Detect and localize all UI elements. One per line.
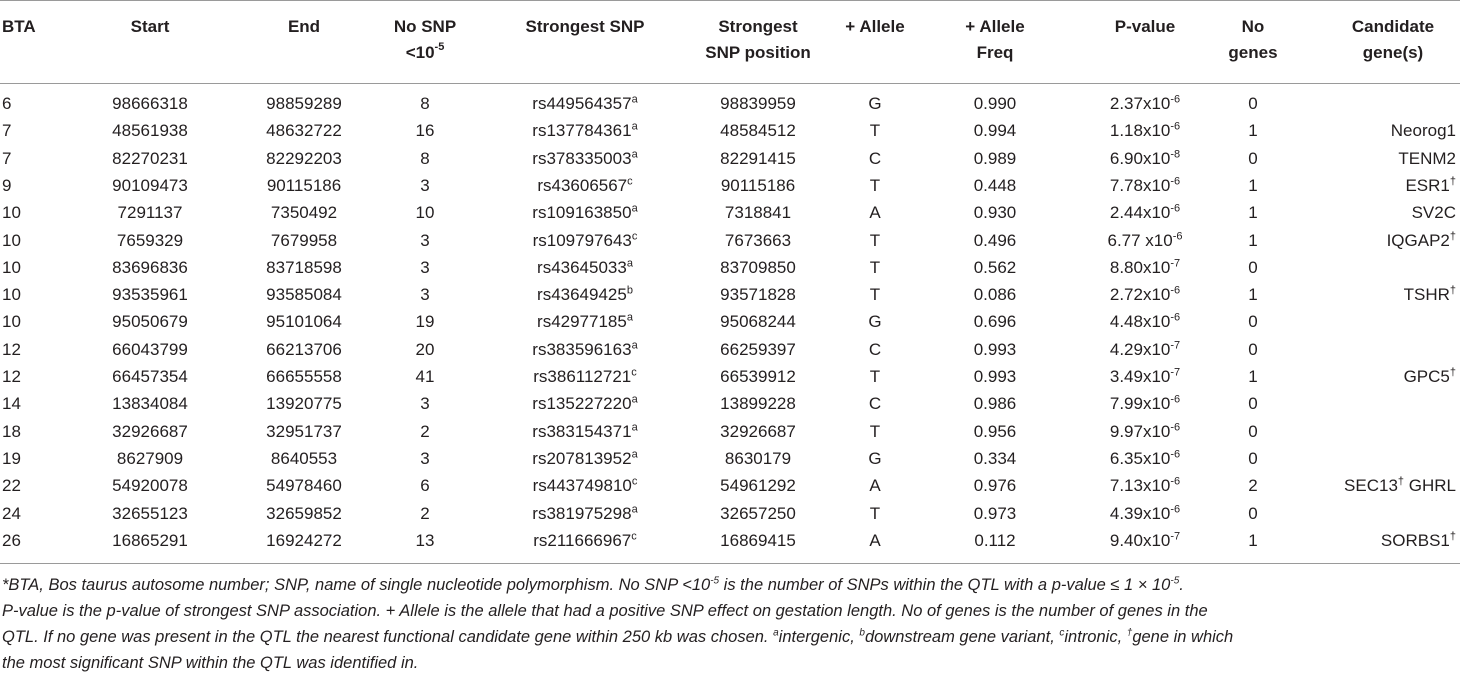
cell-allele: A — [869, 203, 881, 223]
cell-allele: G — [868, 94, 882, 113]
cell-no-snp: 3 — [420, 285, 430, 305]
cell-bta: 26 — [2, 530, 21, 550]
cell-bta: 12 — [2, 339, 21, 359]
cell-allele-freq: 0.562 — [973, 257, 1017, 277]
cell-no-snp: 8 — [420, 94, 430, 113]
header-candidate-line1: Candidate — [1351, 17, 1435, 36]
snp-footnote-marker: a — [631, 120, 638, 133]
cell-no-snp: 19 — [415, 312, 435, 332]
table-row — [0, 363, 1460, 390]
cell-p-value: $6.90x10^{-8}$ — [1109, 147, 1181, 168]
table-row — [0, 227, 1460, 254]
header-no-snp — [380, 14, 470, 66]
header-strongest-snp: Strongest SNP — [525, 17, 645, 36]
cell-strongest-snp: rs137784361$^a$ — [532, 120, 638, 141]
cell-p-value: $2.37x10^{-6}$ — [1109, 93, 1181, 113]
cell-allele-freq: 0.334 — [973, 448, 1017, 468]
cell-end: 98859289 — [266, 94, 342, 113]
cell-bta: 7 — [2, 121, 12, 141]
cell-candidate-genes: IQGAP2† — [1386, 229, 1456, 250]
cell-candidate-genes: SORBS1† — [1380, 530, 1456, 550]
cell-strongest-snp: rs211666967$^c$ — [533, 530, 637, 550]
cell-end: 13920775 — [266, 394, 342, 414]
snp-footnote-marker: c — [631, 366, 637, 379]
cell-allele: C — [868, 394, 882, 414]
cell-start: 82270231 — [112, 148, 188, 168]
cell-bta: 10 — [2, 203, 21, 223]
p-value-exponent: -6 — [1170, 502, 1181, 515]
cell-end: 83718598 — [266, 257, 342, 277]
cell-allele: T — [869, 230, 881, 250]
cell-bta: 19 — [2, 448, 21, 468]
cell-no-snp: 10 — [415, 203, 435, 223]
cell-start: 8627909 — [116, 448, 184, 468]
cell-start: 95050679 — [112, 312, 188, 332]
snp-footnote-marker: a — [631, 339, 638, 352]
p-value-exponent: -6 — [1170, 393, 1181, 406]
header-no-genes-line2: genes — [1228, 43, 1278, 62]
cell-start: 48561938 — [112, 121, 188, 141]
cell-no-snp: 16 — [415, 121, 435, 141]
cell-snp-position: 48584512 — [720, 121, 796, 141]
p-value-exponent: -6 — [1172, 229, 1183, 242]
candidate-dagger: † — [1449, 366, 1456, 379]
cell-p-value: $3.49x10^{-7}$ — [1109, 366, 1181, 386]
footnote-line-1: *BTA, Bos taurus autosome number; SNP, name of single nucleotide polymorphism. No SNP $<10^{-5}$ is the number of SNPs within the QTL with a p-value ≤ $1 \times 10^{-5}$. — [2, 575, 1184, 594]
cell-start: 66457354 — [112, 367, 188, 386]
cell-allele: G — [868, 448, 882, 468]
header-allele-freq-line2: Freq — [976, 43, 1014, 62]
table-header-rule — [0, 83, 1460, 84]
cell-p-value: $9.97x10^{-6}$ — [1109, 420, 1181, 441]
cell-allele: C — [868, 339, 882, 359]
cell-end: 90115186 — [266, 175, 342, 195]
cell-end: 7679958 — [270, 230, 338, 250]
cell-p-value: $4.29x10^{-7}$ — [1109, 339, 1181, 359]
cell-candidate-genes: GPC5† — [1403, 366, 1456, 386]
cell-no-snp: 13 — [415, 530, 435, 550]
header-snp-position-line1: Strongest — [718, 17, 798, 36]
cell-allele: T — [869, 503, 881, 523]
p-value-exponent: -6 — [1170, 175, 1181, 188]
cell-no-genes: 0 — [1248, 448, 1258, 468]
cell-strongest-snp: rs383596163$^a$ — [532, 339, 638, 359]
cell-bta: 18 — [2, 421, 21, 441]
cell-end: 7350492 — [270, 203, 338, 223]
cell-no-snp: 3 — [420, 394, 430, 414]
cell-start: 93535961 — [112, 285, 188, 305]
cell-strongest-snp: rs207813952$^a$ — [532, 448, 638, 468]
header-allele: + Allele — [845, 17, 905, 36]
cell-snp-position: 32657250 — [720, 503, 796, 523]
header-p-value: P-value — [1114, 17, 1176, 36]
cell-no-genes: 2 — [1248, 476, 1258, 496]
cell-no-genes: 0 — [1248, 257, 1258, 277]
header-no-snp-line1: No SNP — [393, 17, 457, 36]
cell-end: 8640553 — [270, 448, 338, 468]
cell-p-value: $4.39x10^{-6}$ — [1109, 502, 1181, 523]
table-row — [0, 472, 1460, 499]
header-allele-freq — [945, 14, 1045, 66]
cell-end: 95101064 — [266, 312, 342, 332]
cell-allele-freq: 0.989 — [973, 148, 1017, 168]
snp-footnote-marker: c — [631, 229, 638, 242]
cell-snp-position: 93571828 — [720, 285, 796, 305]
cell-allele: T — [869, 175, 881, 195]
cell-p-value: $7.78x10^{-6}$ — [1109, 175, 1181, 195]
snp-footnote-marker: a — [631, 202, 638, 215]
snp-footnote-marker: c — [631, 475, 638, 488]
cell-no-genes: 0 — [1248, 339, 1258, 359]
table-row — [0, 390, 1460, 417]
header-allele-freq-line1: + Allele — [965, 17, 1025, 36]
cell-no-genes: 1 — [1248, 175, 1258, 195]
cell-start: 16865291 — [112, 530, 188, 550]
p-value-exponent: -7 — [1170, 530, 1181, 543]
header-bta: BTA — [2, 17, 36, 36]
cell-bta: 7 — [2, 148, 12, 168]
footnote-line-2: P-value is the p-value of strongest SNP association. + Allele is the allele that had a positive SNP effect on gestation length. No of genes is the number of genes in the — [2, 602, 1208, 620]
cell-bta: 10 — [2, 285, 21, 305]
snp-footnote-marker: a — [631, 93, 638, 106]
cell-no-snp: 3 — [420, 257, 430, 277]
cell-strongest-snp: rs449564357$^a$ — [532, 93, 638, 113]
candidate-dagger: † — [1449, 530, 1456, 543]
snp-footnote-marker: a — [626, 311, 633, 324]
cell-snp-position: 16869415 — [720, 530, 796, 550]
p-value-exponent: -6 — [1170, 448, 1181, 461]
cell-p-value: $1.18x10^{-6}$ — [1109, 120, 1181, 141]
cell-allele-freq: 0.993 — [973, 367, 1017, 386]
header-end: End — [287, 17, 321, 36]
cell-no-genes: 0 — [1248, 312, 1258, 332]
cell-bta: 10 — [2, 257, 21, 277]
p-value-exponent: -6 — [1170, 420, 1181, 433]
cell-snp-position: 98839959 — [720, 94, 796, 113]
cell-candidate-genes: ESR1† — [1405, 175, 1456, 195]
header-no-genes — [1218, 14, 1288, 66]
cell-no-snp: 2 — [420, 421, 430, 441]
cell-p-value: $6.35x10^{-6}$ — [1109, 448, 1181, 468]
cell-bta: 9 — [2, 175, 12, 195]
snp-footnote-marker: a — [631, 147, 638, 160]
table-row — [0, 172, 1460, 199]
cell-no-snp: 3 — [420, 230, 430, 250]
snp-footnote-marker: c — [627, 175, 633, 188]
cell-allele: T — [869, 121, 881, 141]
snp-footnote-marker: b — [626, 284, 633, 297]
cell-strongest-snp: rs383154371$^a$ — [532, 420, 638, 441]
cell-p-value: $2.44x10^{-6}$ — [1109, 202, 1181, 223]
cell-no-genes: 1 — [1248, 121, 1258, 141]
table-bottom-rule — [0, 563, 1460, 564]
cell-end: 48632722 — [266, 121, 342, 141]
cell-allele-freq: 0.976 — [973, 476, 1017, 496]
cell-no-snp: 20 — [415, 339, 435, 359]
cell-no-genes: 0 — [1248, 94, 1258, 113]
cell-strongest-snp: rs43649425$^b$ — [537, 284, 633, 305]
header-snp-position-line2: SNP position — [705, 43, 811, 62]
header-start: Start — [130, 17, 170, 36]
cell-strongest-snp: rs443749810$^c$ — [532, 475, 638, 496]
cell-start: 83696836 — [112, 257, 188, 277]
cell-start: 66043799 — [112, 339, 188, 359]
cell-allele-freq: 0.496 — [973, 230, 1017, 250]
cell-allele: G — [868, 312, 882, 332]
cell-strongest-snp: rs381975298$^a$ — [532, 502, 638, 523]
cell-no-snp: 41 — [415, 367, 435, 386]
candidate-dagger: † — [1449, 175, 1456, 188]
table-header — [0, 0, 1460, 83]
header-candidate-line2: gene(s) — [1362, 43, 1424, 62]
cell-bta: 6 — [2, 94, 12, 113]
cell-strongest-snp: rs386112721$^c$ — [533, 366, 637, 386]
candidate-dagger: † — [1449, 284, 1456, 297]
cell-strongest-snp: rs42977185$^a$ — [537, 311, 633, 332]
cell-bta: 22 — [2, 476, 21, 496]
cell-p-value: $4.48x10^{-6}$ — [1109, 311, 1181, 332]
cell-allele: T — [869, 421, 881, 441]
cell-strongest-snp: rs43645033$^a$ — [537, 257, 633, 277]
cell-allele-freq: 0.448 — [973, 175, 1017, 195]
cell-allele: T — [869, 257, 881, 277]
cell-snp-position: 66539912 — [720, 367, 796, 386]
cell-allele-freq: 0.986 — [973, 394, 1017, 414]
cell-p-value: $8.80x10^{-7}$ — [1109, 257, 1181, 277]
cell-p-value: $9.40x10^{-7}$ — [1109, 530, 1181, 550]
table-row — [0, 117, 1460, 144]
snp-footnote-marker: a — [631, 502, 638, 515]
header-snp-position — [683, 14, 833, 66]
cell-p-value: $7.13x10^{-6}$ — [1109, 475, 1181, 496]
table-row — [0, 281, 1460, 308]
cell-start: 90109473 — [112, 175, 188, 195]
cell-no-genes: 0 — [1248, 421, 1258, 441]
cell-bta: 10 — [2, 230, 21, 250]
cell-no-snp: 3 — [420, 175, 430, 195]
snp-footnote-marker: c — [631, 530, 637, 543]
cell-no-genes: 1 — [1248, 230, 1258, 250]
table-footnote — [2, 572, 1458, 676]
table-row — [0, 336, 1460, 363]
table-row — [0, 199, 1460, 226]
cell-snp-position: 8630179 — [724, 448, 792, 468]
cell-candidate-genes: Neorog1 — [1390, 121, 1456, 141]
p-value-exponent: -6 — [1170, 284, 1181, 297]
cell-bta: 12 — [2, 367, 21, 386]
cell-allele: A — [869, 476, 881, 496]
cell-no-snp: 6 — [420, 476, 430, 496]
p-value-exponent: -6 — [1170, 311, 1181, 324]
cell-no-genes: 0 — [1248, 503, 1258, 523]
cell-snp-position: 32926687 — [720, 421, 796, 441]
cell-p-value: 6.77 $x10^{-6}$ — [1107, 229, 1183, 250]
cell-no-genes: 1 — [1248, 530, 1258, 550]
cell-snp-position: 13899228 — [720, 394, 796, 414]
cell-start: 32655123 — [112, 503, 188, 523]
footnote-line-4: the most significant SNP within the QTL was identified in. — [2, 654, 419, 672]
cell-no-snp: 8 — [420, 148, 430, 168]
cell-no-snp: 2 — [420, 503, 430, 523]
cell-strongest-snp: rs109163850$^a$ — [532, 202, 638, 223]
table-row — [0, 145, 1460, 172]
snp-footnote-marker: a — [631, 393, 638, 406]
cell-end: 16924272 — [266, 530, 342, 550]
p-value-exponent: -7 — [1170, 257, 1181, 270]
snp-footnote-marker: a — [631, 448, 638, 461]
cell-start: 13834084 — [112, 394, 188, 414]
cell-strongest-snp: rs378335003$^a$ — [532, 147, 638, 168]
cell-bta: 24 — [2, 503, 21, 523]
cell-start: 7291137 — [117, 203, 183, 223]
p-value-exponent: -6 — [1170, 475, 1181, 488]
cell-p-value: $2.72x10^{-6}$ — [1109, 284, 1181, 305]
table-row — [0, 418, 1460, 445]
candidate-dagger: † — [1397, 475, 1405, 488]
table-row — [0, 90, 1460, 117]
cell-snp-position: 90115186 — [720, 175, 796, 195]
cell-start: 98666318 — [112, 94, 188, 113]
table-row — [0, 500, 1460, 527]
cell-allele: A — [869, 530, 881, 550]
cell-end: 93585084 — [266, 285, 342, 305]
cell-end: 54978460 — [266, 476, 342, 496]
cell-candidate-genes: SEC13† GHRL — [1344, 475, 1456, 496]
footnote-line-3: QTL. If no gene was present in the QTL the nearest functional candidate gene within 250 kb was chosen. $^a$intergenic, $^b$downstream gene variant, $^c$intronic, †gene in which — [2, 627, 1234, 646]
cell-no-genes: 0 — [1248, 148, 1258, 168]
cell-candidate-genes: TENM2 — [1398, 148, 1456, 168]
cell-snp-position: 54961292 — [720, 476, 796, 496]
cell-allele: C — [868, 148, 882, 168]
candidate-dagger: † — [1449, 229, 1456, 242]
cell-allele-freq: 0.990 — [973, 94, 1017, 113]
cell-end: 32951737 — [266, 421, 342, 441]
table-row — [0, 254, 1460, 281]
cell-candidate-genes: TSHR† — [1403, 284, 1456, 305]
cell-allele-freq: 0.112 — [974, 530, 1016, 550]
cell-no-genes: 0 — [1248, 394, 1258, 414]
header-no-genes-line1: No — [1241, 17, 1265, 36]
cell-allele: T — [869, 367, 881, 386]
cell-allele-freq: 0.956 — [973, 421, 1017, 441]
cell-snp-position: 83709850 — [720, 257, 796, 277]
cell-snp-position: 82291415 — [720, 148, 796, 168]
p-value-exponent: -8 — [1170, 147, 1181, 160]
cell-candidate-genes: SV2C — [1411, 203, 1456, 223]
cell-snp-position: 95068244 — [720, 312, 796, 332]
cell-end: 66655558 — [266, 367, 342, 386]
snp-footnote-marker: a — [626, 257, 633, 270]
cell-allele-freq: 0.696 — [973, 312, 1017, 332]
cell-no-genes: 1 — [1248, 203, 1258, 223]
cell-snp-position: 7673663 — [724, 230, 792, 250]
header-no-snp-exponent: -5 — [434, 41, 445, 54]
p-value-exponent: -6 — [1170, 120, 1181, 133]
cell-p-value: $7.99x10^{-6}$ — [1109, 393, 1181, 414]
cell-allele-freq: 0.930 — [973, 203, 1017, 223]
cell-end: 66213706 — [266, 339, 342, 359]
cell-strongest-snp: rs43606567$^c$ — [537, 175, 633, 195]
cell-allele-freq: 0.993 — [973, 339, 1017, 359]
cell-allele-freq: 0.994 — [973, 121, 1017, 141]
cell-allele-freq: 0.973 — [973, 503, 1017, 523]
p-value-exponent: -7 — [1170, 339, 1181, 352]
cell-no-snp: 3 — [420, 448, 430, 468]
cell-end: 32659852 — [266, 503, 342, 523]
cell-bta: 10 — [2, 312, 21, 332]
cell-end: 82292203 — [266, 148, 342, 168]
cell-start: 54920078 — [112, 476, 188, 496]
snp-footnote-marker: a — [631, 420, 638, 433]
cell-strongest-snp: rs109797643$^c$ — [532, 229, 638, 250]
table-row — [0, 445, 1460, 472]
cell-snp-position: 7318841 — [724, 203, 792, 223]
p-value-exponent: -6 — [1170, 202, 1181, 215]
cell-allele-freq: 0.086 — [973, 285, 1017, 305]
cell-no-genes: 1 — [1248, 285, 1258, 305]
table-row — [0, 527, 1460, 554]
cell-start: 32926687 — [112, 421, 188, 441]
cell-no-genes: 1 — [1248, 367, 1258, 386]
cell-bta: 14 — [2, 394, 21, 414]
cell-start: 7659329 — [116, 230, 184, 250]
cell-allele: T — [869, 285, 881, 305]
cell-strongest-snp: rs135227220$^a$ — [532, 393, 638, 414]
cell-snp-position: 66259397 — [720, 339, 796, 359]
header-candidate-genes — [1330, 14, 1456, 66]
table-row — [0, 308, 1460, 335]
p-value-exponent: -6 — [1170, 93, 1181, 106]
p-value-exponent: -7 — [1170, 366, 1181, 379]
header-no-snp-line2: $<10^{-5}$ — [405, 41, 445, 62]
